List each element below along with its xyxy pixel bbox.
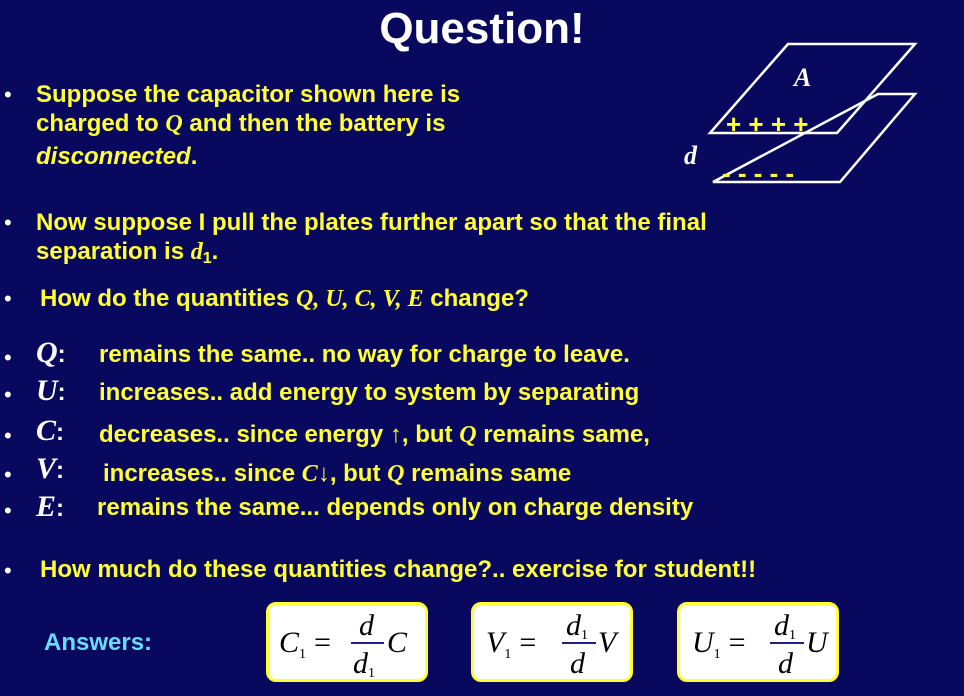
bullet: •	[4, 423, 12, 448]
c-symbol: C:	[36, 414, 65, 447]
u-answer: increases.. add energy to system by separating	[99, 379, 640, 406]
u-symbol: U:	[36, 374, 66, 407]
intro-line-1: Suppose the capacitor shown here is	[36, 81, 461, 108]
svg-text:V1=: $V_1$ =	[486, 626, 537, 662]
question-text: How do the quantities Q, U, C, V, E change?	[40, 285, 529, 312]
svg-text:d1: d1	[774, 609, 796, 643]
e-answer: remains the same... depends only on charge density	[97, 494, 694, 521]
negative-charges: - - - - -	[722, 158, 795, 188]
svg-text:C: C	[387, 626, 408, 659]
svg-text:d: d	[778, 647, 793, 679]
c-answer: decreases.. since energy ↑, but Q remains same,	[99, 421, 650, 448]
svg-text:d: d	[570, 647, 585, 679]
bullet: •	[4, 286, 12, 311]
formula-u1	[677, 602, 839, 682]
positive-charges: + + + +	[726, 109, 809, 139]
setup-line-1: Now suppose I pull the plates further apart so that the final	[36, 209, 707, 236]
intro-line-3: disconnected.	[36, 143, 198, 170]
formula-c1	[266, 602, 428, 682]
slide-title: Question!	[379, 4, 585, 53]
plate-area-label: A	[794, 63, 812, 92]
e-symbol: E:	[36, 490, 65, 523]
exercise-text: How much do these quantities change?.. exercise for student!!	[40, 556, 757, 583]
setup-text	[36, 208, 707, 273]
answers-label: Answers:	[44, 629, 153, 656]
intro-line-2: charged to Q and then the battery is	[36, 110, 446, 137]
svg-text:d1: d1	[353, 647, 375, 679]
bullet: •	[4, 345, 12, 370]
bullet: •	[4, 462, 12, 487]
q-symbol: Q:	[36, 336, 66, 369]
svg-text:d: d	[359, 609, 374, 642]
svg-text:U1=: $U_1$ =	[692, 626, 746, 662]
svg-text:C1=: $C_1$ =	[279, 626, 331, 662]
setup-line-2: separation is $d_1$.	[36, 238, 219, 267]
formula-v1	[471, 602, 633, 682]
intro-text	[36, 80, 460, 171]
bullet: •	[4, 82, 12, 107]
plate-separation-label: d	[684, 141, 697, 170]
bullet: •	[4, 210, 12, 235]
v-answer: increases.. since C↓, but Q remains same	[103, 460, 572, 487]
svg-text:d1: d1	[566, 609, 588, 643]
bullet: •	[4, 498, 12, 523]
bullet: •	[4, 382, 12, 407]
svg-text:V: V	[598, 626, 617, 659]
svg-text:U: U	[806, 626, 828, 659]
q-answer: remains the same.. no way for charge to leave.	[99, 341, 630, 368]
capacitor-diagram	[680, 36, 930, 196]
bullet: •	[4, 558, 12, 583]
v-symbol: V:	[36, 452, 65, 485]
